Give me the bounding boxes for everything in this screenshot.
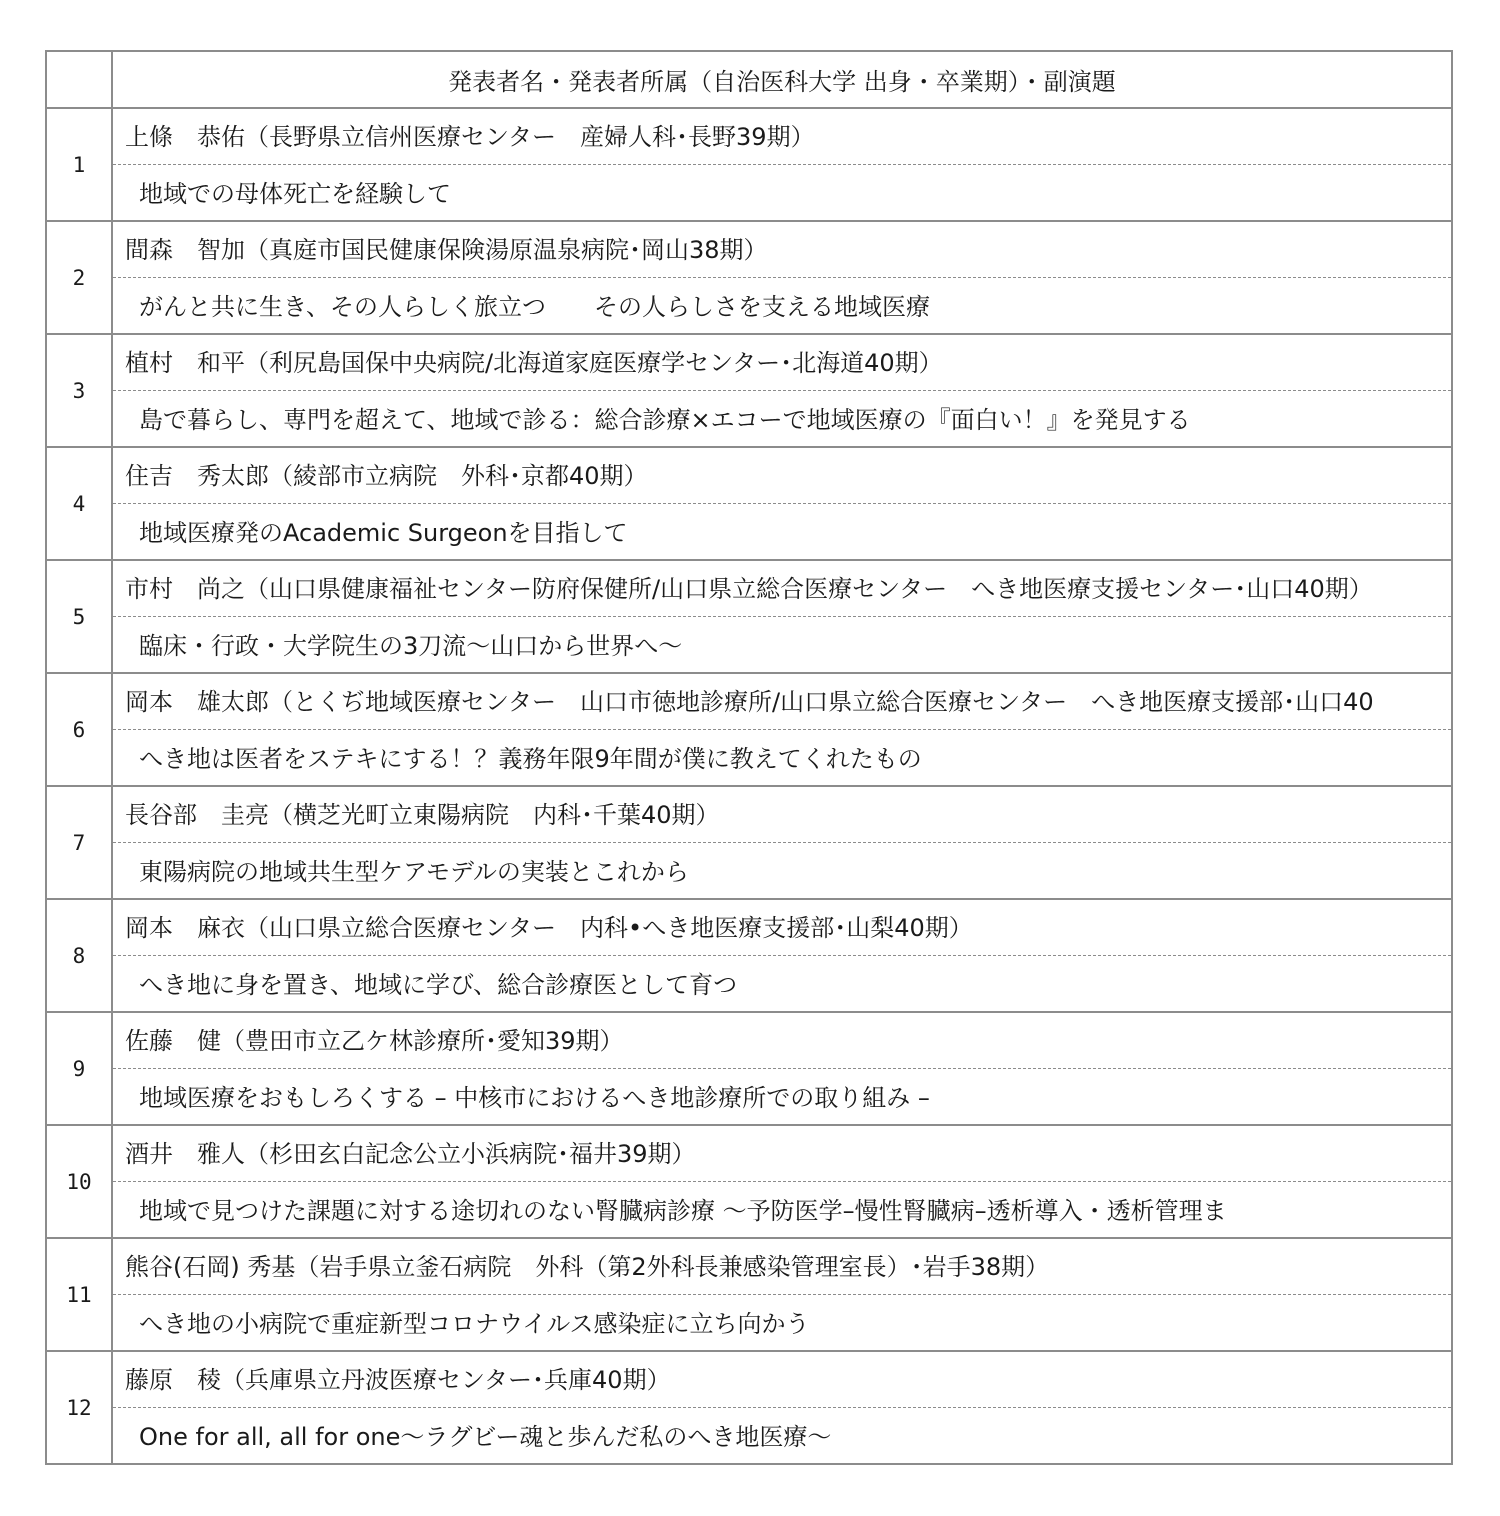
row-content xyxy=(112,786,1452,899)
row-content xyxy=(112,673,1452,786)
sub-title: へき地に身を置き、地域に学び、総合診療医として育つ xyxy=(139,971,738,999)
row-number: 5 xyxy=(46,560,112,673)
header-number-cell xyxy=(46,51,112,108)
presenter-info: 間森 智加（真庭市国民健康保険湯原温泉病院･岡山38期） xyxy=(113,222,1451,278)
presenter-info: 住吉 秀太郎（綾部市立病院 外科･京都40期） xyxy=(113,448,1451,504)
presenter-info: 佐藤 健（豊田市立乙ケ林診療所･愛知39期） xyxy=(113,1013,1451,1069)
table-row xyxy=(46,334,1452,447)
row-content xyxy=(112,447,1452,560)
row-content xyxy=(112,108,1452,221)
table-row xyxy=(46,221,1452,334)
row-number: 7 xyxy=(46,786,112,899)
sub-title: 地域医療発のAcademic Surgeonを目指して xyxy=(139,519,628,547)
sub-title: 地域での母体死亡を経験して xyxy=(139,180,451,208)
row-content xyxy=(112,1125,1452,1238)
sub-title: へき地は医者をステキにする！？義務年限9年間が僕に教えてくれたもの xyxy=(139,745,922,773)
table-body xyxy=(46,108,1452,1464)
sub-title: 地域医療をおもしろくする – 中核市におけるへき地診療所での取り組み – xyxy=(139,1084,930,1112)
presenter-info: 上條 恭佑（長野県立信州医療センター 産婦人科･長野39期） xyxy=(113,109,1451,165)
row-content xyxy=(112,1351,1452,1464)
row-content xyxy=(112,560,1452,673)
sub-title: へき地の小病院で重症新型コロナウイルス感染症に立ち向かう xyxy=(139,1310,810,1338)
row-number: 4 xyxy=(46,447,112,560)
presenter-info: 植村 和平（利尻島国保中央病院/北海道家庭医療学センター･北海道40期） xyxy=(113,335,1451,391)
sub-title: 臨床・行政・大学院生の3刀流～山口から世界へ～ xyxy=(139,632,683,660)
table-row xyxy=(46,899,1452,1012)
table-row xyxy=(46,1012,1452,1125)
row-content xyxy=(112,1012,1452,1125)
row-number: 6 xyxy=(46,673,112,786)
table-row xyxy=(46,1125,1452,1238)
presenter-info: 酒井 雅人（杉田玄白記念公立小浜病院･福井39期） xyxy=(113,1126,1451,1182)
row-content xyxy=(112,1238,1452,1351)
row-number: 8 xyxy=(46,899,112,1012)
table-row xyxy=(46,1351,1452,1464)
table-row xyxy=(46,673,1452,786)
sub-title: 地域で見つけた課題に対する途切れのない腎臓病診療 ～予防医学–慢性腎臓病–透析導入・透析管理ま xyxy=(139,1197,1227,1225)
sub-title: 東陽病院の地域共生型ケアモデルの実装とこれから xyxy=(139,858,689,886)
table-row xyxy=(46,786,1452,899)
header-row xyxy=(46,51,1452,108)
row-content xyxy=(112,334,1452,447)
presenters-table xyxy=(45,50,1453,1465)
header-title: 発表者名・発表者所属（自治医科大学 出身・卒業期）・副演題 xyxy=(112,51,1452,108)
sub-title: がんと共に生き、その人らしく旅立つ その人らしさを支える地域医療 xyxy=(139,293,931,321)
table-row xyxy=(46,447,1452,560)
presenter-info: 岡本 麻衣（山口県立総合医療センター 内科•へき地医療支援部･山梨40期） xyxy=(113,900,1451,956)
sub-title: 島で暮らし、専門を超えて、地域で診る：総合診療×エコーで地域医療の『面白い！』を発見する xyxy=(139,406,1191,434)
table-row xyxy=(46,1238,1452,1351)
presenter-info: 熊谷(石岡) 秀基（岩手県立釜石病院 外科（第2外科長兼感染管理室長）･岩手38期） xyxy=(113,1239,1451,1295)
sub-title: One for all, all for one～ラグビー魂と歩んだ私のへき地医療～ xyxy=(139,1423,832,1451)
row-number: 9 xyxy=(46,1012,112,1125)
table-row xyxy=(46,108,1452,221)
row-content xyxy=(112,221,1452,334)
presenter-info: 市村 尚之（山口県健康福祉センター防府保健所/山口県立総合医療センター へき地医療支援センター･山口40期） xyxy=(113,561,1451,617)
presenter-info: 岡本 雄太郎（とくぢ地域医療センター 山口市徳地診療所/山口県立総合医療センター へき地医療支援部･山口40 xyxy=(113,674,1451,730)
row-number: 1 xyxy=(46,108,112,221)
row-number: 3 xyxy=(46,334,112,447)
row-number: 2 xyxy=(46,221,112,334)
row-content xyxy=(112,899,1452,1012)
table-row xyxy=(46,560,1452,673)
presenter-info: 長谷部 圭亮（横芝光町立東陽病院 内科･千葉40期） xyxy=(113,787,1451,843)
presenter-info: 藤原 稜（兵庫県立丹波医療センター･兵庫40期） xyxy=(113,1352,1451,1408)
row-number: 11 xyxy=(46,1238,112,1351)
row-number: 12 xyxy=(46,1351,112,1464)
row-number: 10 xyxy=(46,1125,112,1238)
